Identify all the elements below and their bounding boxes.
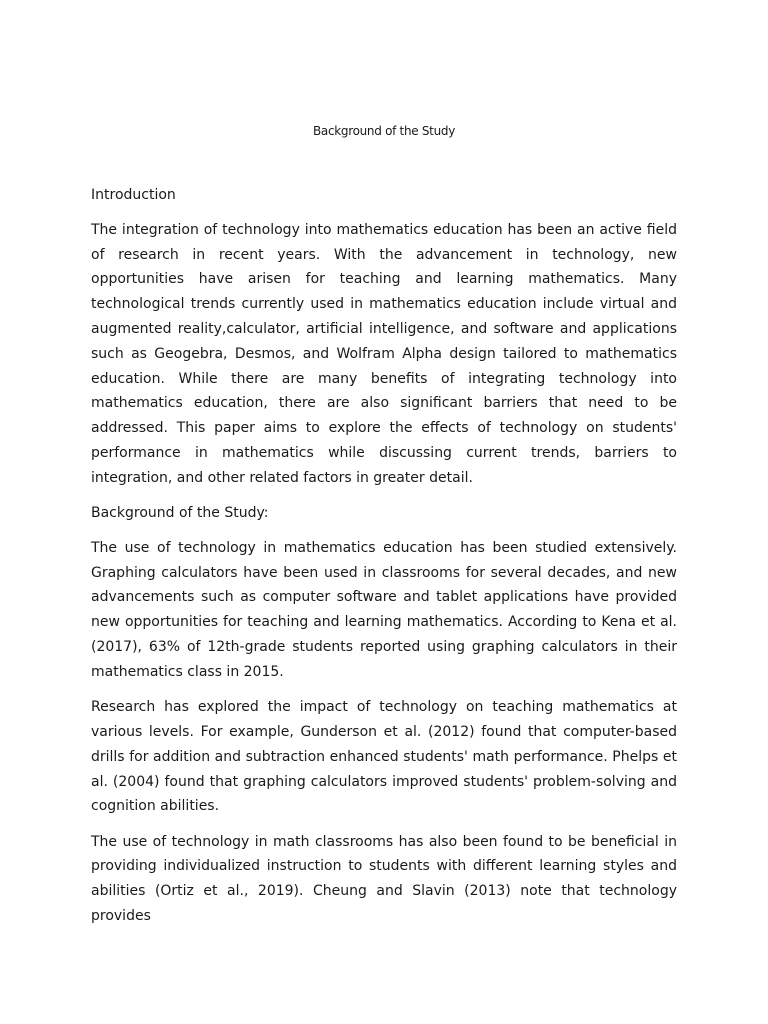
background-paragraph-2: Research has explored the impact of technology on teaching mathematics at various levels. For example, Gunderson et al. (2012) found that computer-based drills for addition and subtraction enhanced students' math performance. Phelps et al. (2004) found that graphing calculators improved students' problem-solving and cognition abilities. (91, 699, 677, 815)
document-body (91, 183, 677, 939)
background-paragraph-1: The use of technology in mathematics education has been studied extensively. Graphing calculators have been used in classrooms for several decades, and new advancements such as computer software and tablet applications have provided new opportunities for teaching and learning mathematics. According to Kena et al. (2017), 63% of 12th-grade students reported using graphing calculators in their mathematics class in 2015. (91, 539, 677, 680)
background-paragraph-3: The use of technology in math classrooms has also been found to be beneficial in providing individualized instruction to students with different learning styles and abilities (Ortiz et al., 2019). Cheung and Slavin (2013) note that technology provides (91, 833, 677, 925)
introduction-heading: Introduction (91, 187, 176, 203)
background-heading: Background of the Study: (91, 505, 269, 522)
introduction-paragraph: The integration of technology into mathematics education has been an active field of research in recent years. With the advancement in technology, new opportunities have arisen for teaching and learning mathematics. Many technological trends currently used in mathematics education include virtual and augmented reality,calculator, artificial intelligence, and software and applications such as Geogebra, Desmos, and Wolfram Alpha design tailored to mathematics education. While there are many benefits of integrating technology into mathematics education, there are also significant barriers that need to be addressed. This paper aims to explore the effects of technology on students' performance in mathematics while discussing current trends, barriers to integration, and other related factors in greater detail. (91, 221, 677, 486)
document-title: Background of the Study (312, 124, 456, 138)
